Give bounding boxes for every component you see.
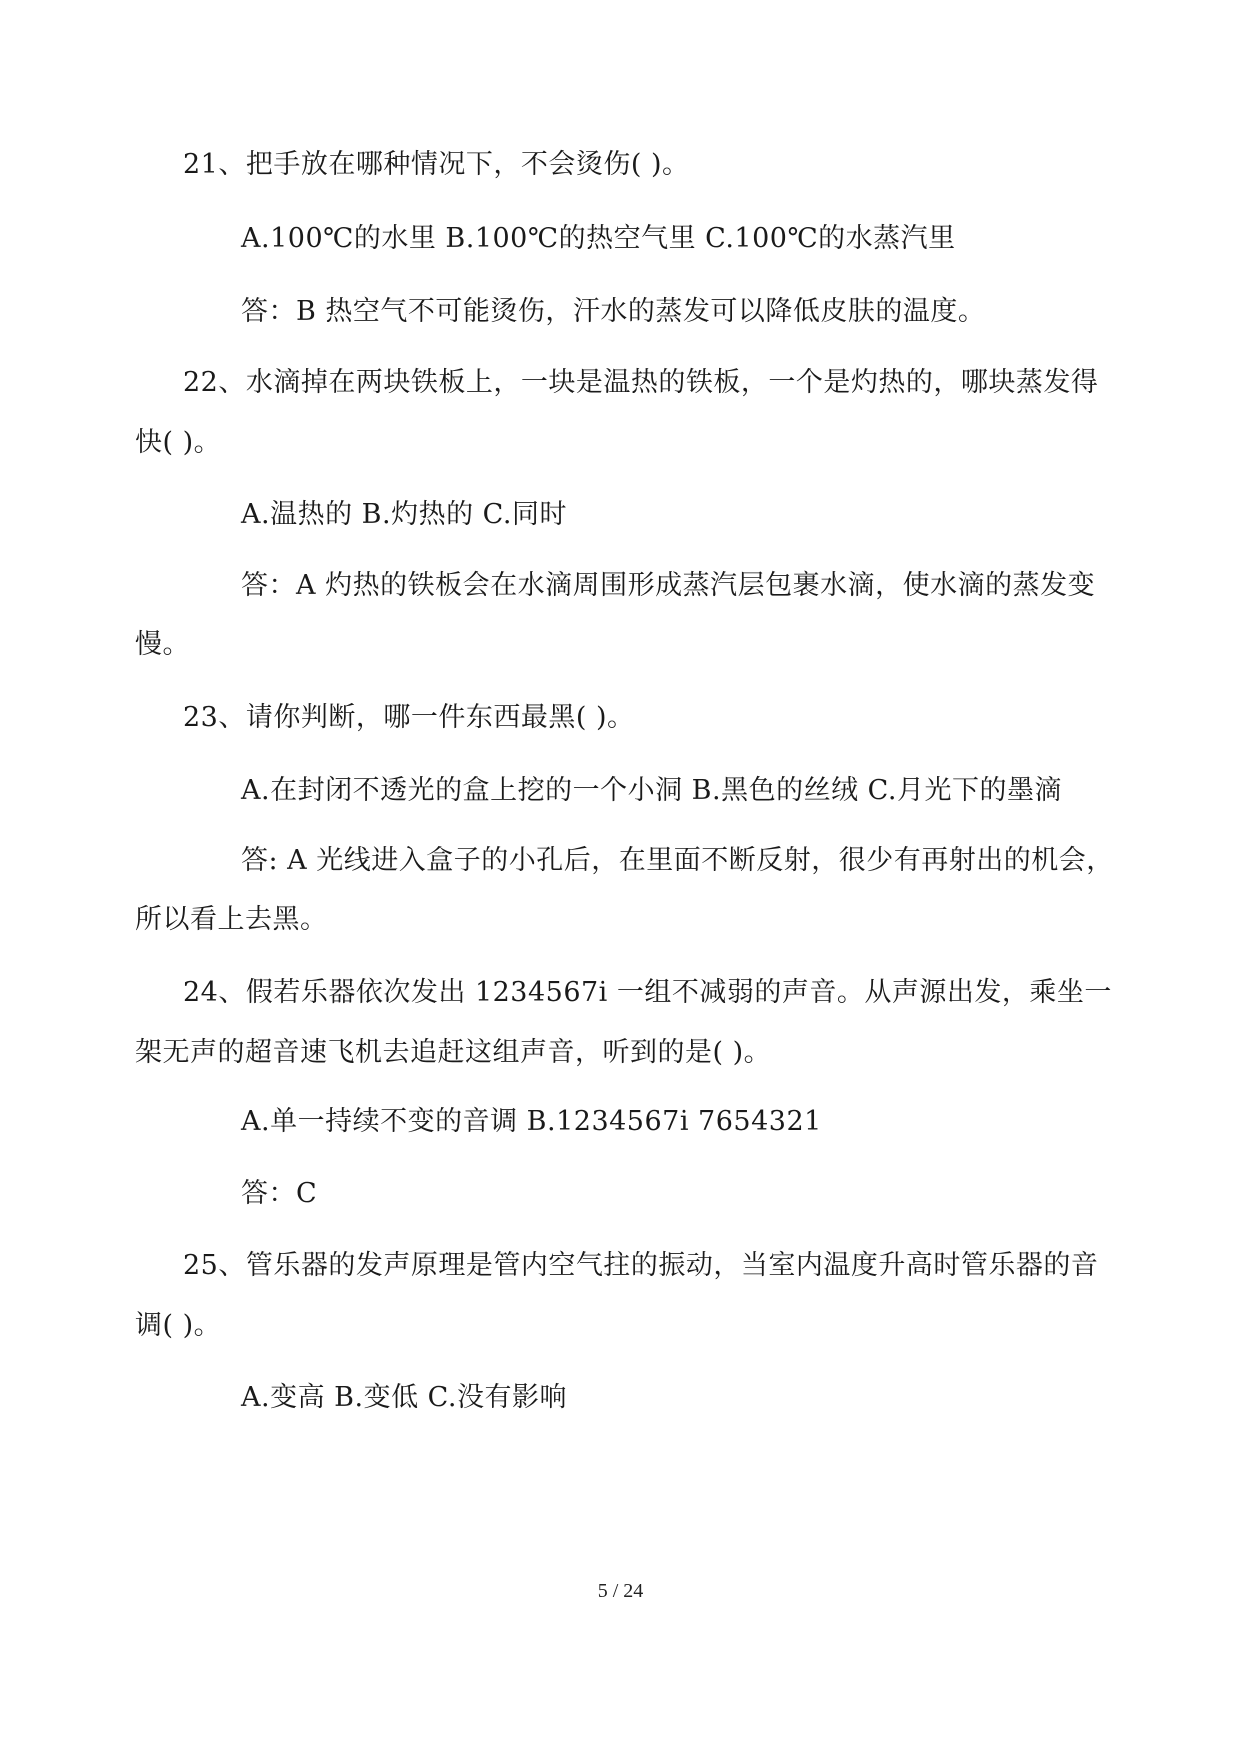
question-23-answer: 答: A 光线进入盒子的小孔后，在里面不断反射，很少有再射出的机会，: [241, 845, 1114, 876]
question-23-options: A.在封闭不透光的盒上挖的一个小洞 B.黑色的丝绒 C.月光下的墨滴: [241, 775, 1062, 806]
question-22-options: A.温热的 B.灼热的 C.同时: [241, 499, 567, 530]
question-25-options: A.变高 B.变低 C.没有影响: [241, 1382, 567, 1413]
question-23: 23、请你判断，哪一件东西最黑( )。: [183, 702, 635, 733]
question-21-answer: 答：B 热空气不可能烫伤，汗水的蒸发可以降低皮肤的温度。: [241, 296, 986, 327]
question-24-options: A.单一持续不变的音调 B.1234567i 7654321: [241, 1106, 822, 1137]
question-22-answer-continuation: 慢。: [135, 629, 190, 660]
question-21-options: A.100℃的水里 B.100℃的热空气里 C.100℃的水蒸汽里: [241, 223, 956, 254]
question-24-answer: 答：C: [241, 1178, 318, 1209]
question-25-continuation: 调( )。: [135, 1310, 222, 1341]
question-21: 21、把手放在哪种情况下，不会烫伤( )。: [183, 149, 690, 180]
question-22-answer: 答：A 灼热的铁板会在水滴周围形成蒸汽层包裹水滴，使水滴的蒸发变: [241, 570, 1096, 601]
question-22: 22、水滴掉在两块铁板上，一块是温热的铁板，一个是灼热的，哪块蒸发得: [183, 367, 1099, 398]
question-23-answer-continuation: 所以看上去黑。: [135, 904, 328, 935]
question-25: 25、管乐器的发声原理是管内空气拄的振动，当室内温度升高时管乐器的音: [183, 1250, 1099, 1281]
question-24-continuation: 架无声的超音速飞机去追赶这组声音，听到的是( )。: [135, 1037, 772, 1068]
question-22-continuation: 快( )。: [135, 427, 222, 458]
question-24: 24、假若乐器依次发出 1234567i 一组不减弱的声音。从声源出发，乘坐一: [183, 977, 1112, 1008]
page-number: 5 / 24: [597, 1580, 644, 1602]
